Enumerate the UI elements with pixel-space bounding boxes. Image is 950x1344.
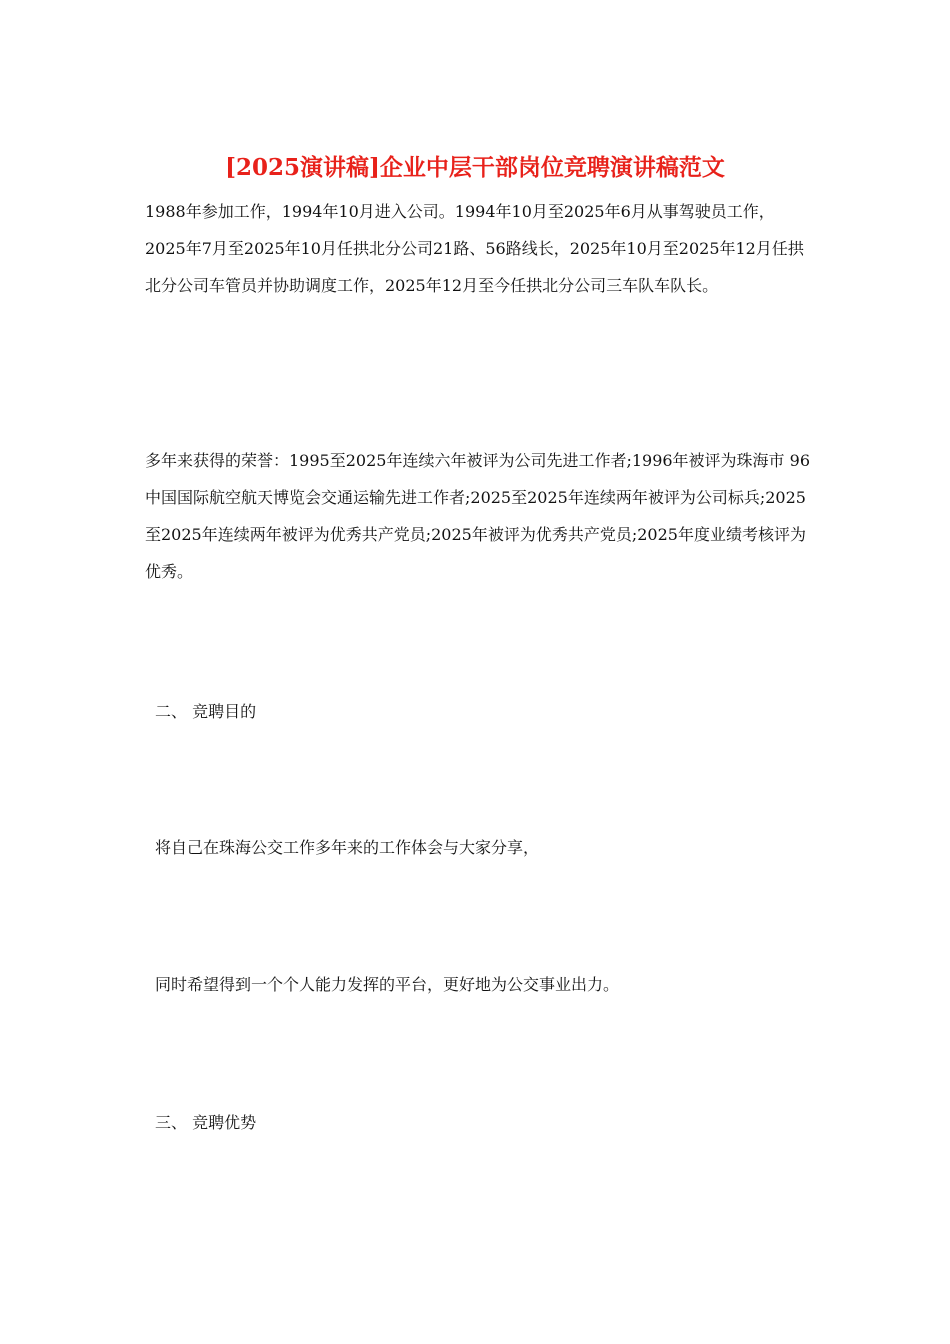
honors-paragraph: 多年来获得的荣誉：1995至2025年连续六年被评为公司先进工作者;1996年被评为珠海市 96 中国国际航空航天博览会交通运输先进工作者;2025至2025年连续两年被评为公司标兵;2025至2025年连续两年被评为优秀共产党员;2025年被评为优秀共产党员;2025年度业绩考核评为优秀。 — [145, 451, 810, 581]
purpose-paragraph-1: 将自己在珠海公交工作多年来的工作体会与大家分享， — [155, 838, 540, 857]
career-history-paragraph: 1988年参加工作，1994年10月进入公司。1994年10月至2025年6月从事驾驶员工作，2025年7月至2025年10月任拱北分公司21路、56路线长，2025年10月至2025年12月任拱北分公司车管员并协助调度工作，2025年12月至今任拱北分公司三车队车队长。 — [145, 202, 804, 295]
section-heading-purpose: 二、 竞聘目的 — [155, 702, 257, 721]
section-heading-advantages: 三、 竞聘优势 — [155, 1113, 257, 1132]
document-title: [2025演讲稿]企业中层干部岗位竞聘演讲稿范文 — [225, 154, 725, 181]
purpose-paragraph-2: 同时希望得到一个个人能力发挥的平台，更好地为公交事业出力。 — [155, 975, 620, 994]
